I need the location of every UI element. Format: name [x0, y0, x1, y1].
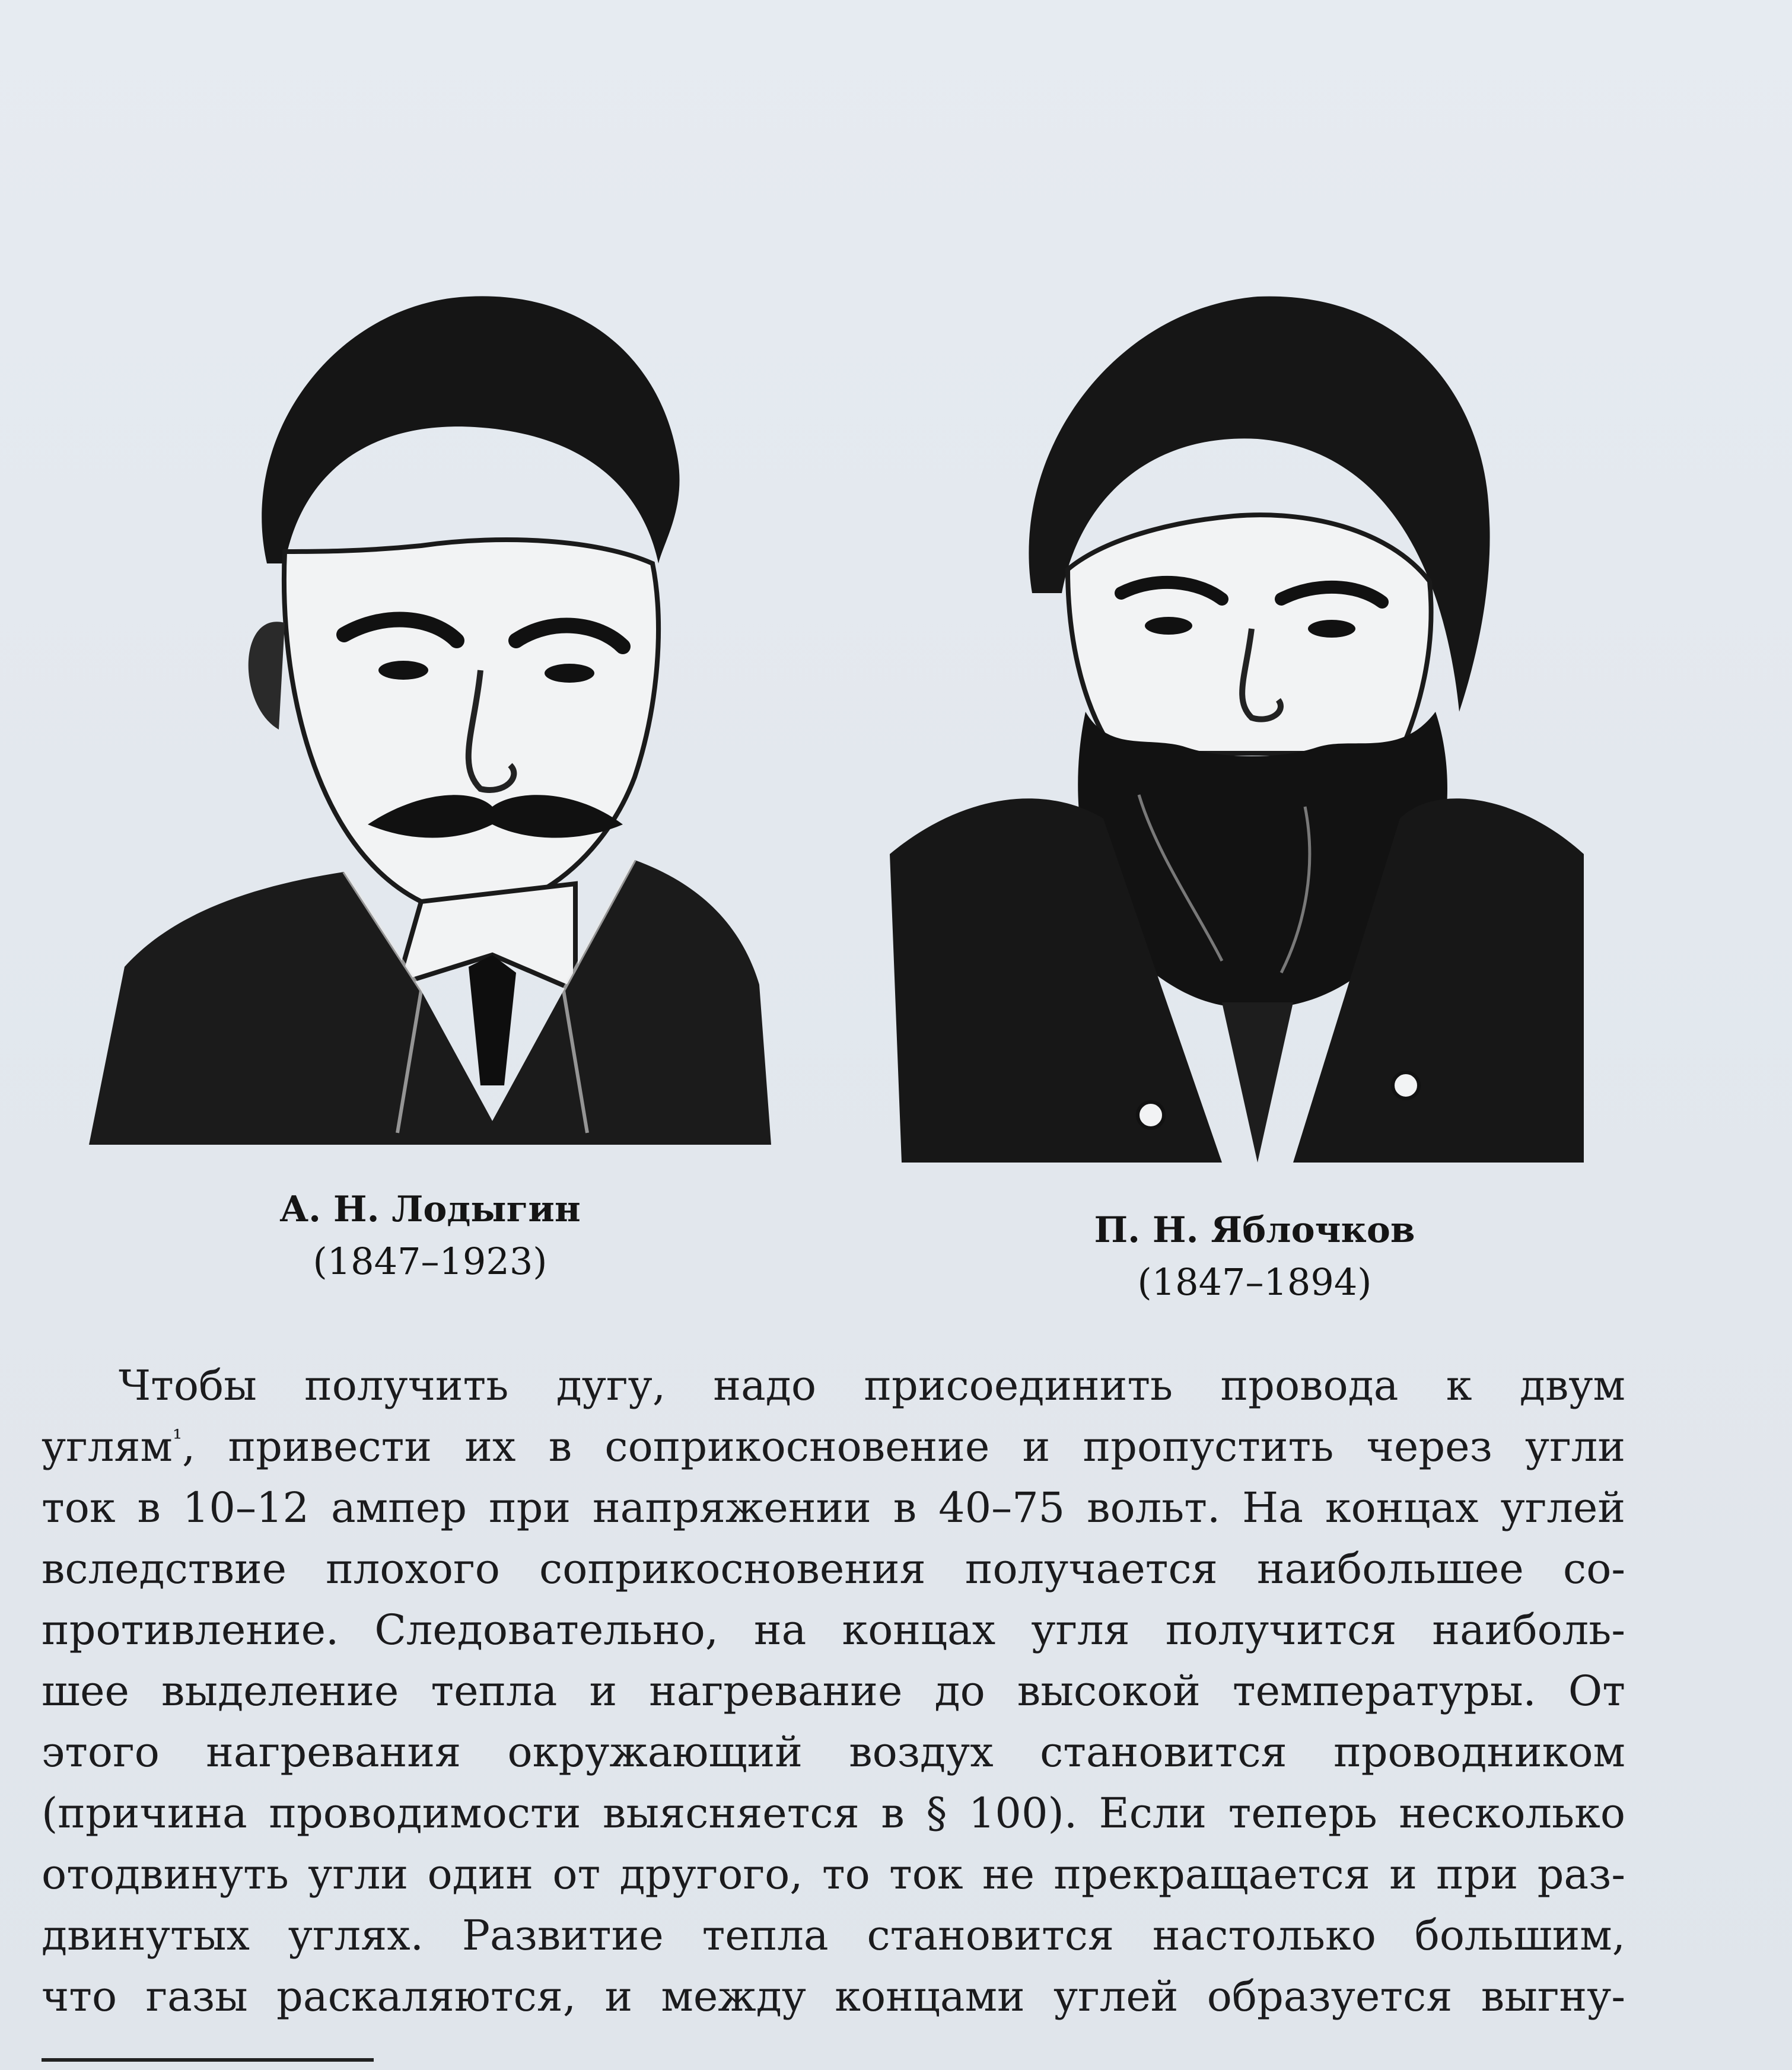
body-line: Чтобы получить дугу, надо присоединить провода к двум	[119, 1361, 1625, 1410]
body-line: отодвинуть угли один от другого, то ток не прекращается и при раз-	[42, 1850, 1625, 1899]
footnote-ref: ¹	[172, 1425, 182, 1453]
body-line: двинутых углях. Развитие тепла становится настолько большим,	[42, 1911, 1625, 1960]
body-line: шее выделение тепла и нагревание до высокой температуры. От	[42, 1667, 1625, 1715]
body-line: что газы раскаляются, и между концами углей образуется выгну-	[42, 1972, 1625, 2021]
body-line: вследствие плохого соприкосновения получается наибольшее со-	[42, 1544, 1625, 1593]
caption-yablochkov	[1032, 1204, 1477, 1308]
caption-lodygin-name: А. Н. Лодыгин	[279, 1189, 581, 1230]
body-line	[42, 1416, 1625, 1477]
body-line: (причина проводимости выясняется в § 100). Если теперь несколько	[42, 1789, 1625, 1837]
footnote-rule	[42, 2058, 374, 2062]
caption-yablochkov-dates: (1847–1894)	[1137, 1260, 1372, 1304]
caption-lodygin-dates: (1847–1923)	[313, 1240, 548, 1283]
caption-yablochkov-name: П. Н. Яблочков	[1094, 1209, 1415, 1251]
portrait-yablochkov	[890, 261, 1584, 1163]
body-line: ток в 10–12 ампер при напряжении в 40–75 вольт. На концах углей	[42, 1483, 1625, 1532]
body-line-part: углям	[42, 1422, 173, 1471]
caption-lodygin	[237, 1183, 623, 1288]
body-line: противление. Следовательно, на концах угля получится наиболь-	[42, 1606, 1625, 1654]
body-line: этого нагревания окружающий воздух становится проводником	[42, 1728, 1625, 1776]
body-line-part: , привести их в соприкосновение и пропустить через угли	[182, 1422, 1625, 1471]
body-paragraph	[42, 1355, 1625, 2027]
portrait-lodygin	[89, 255, 771, 1145]
